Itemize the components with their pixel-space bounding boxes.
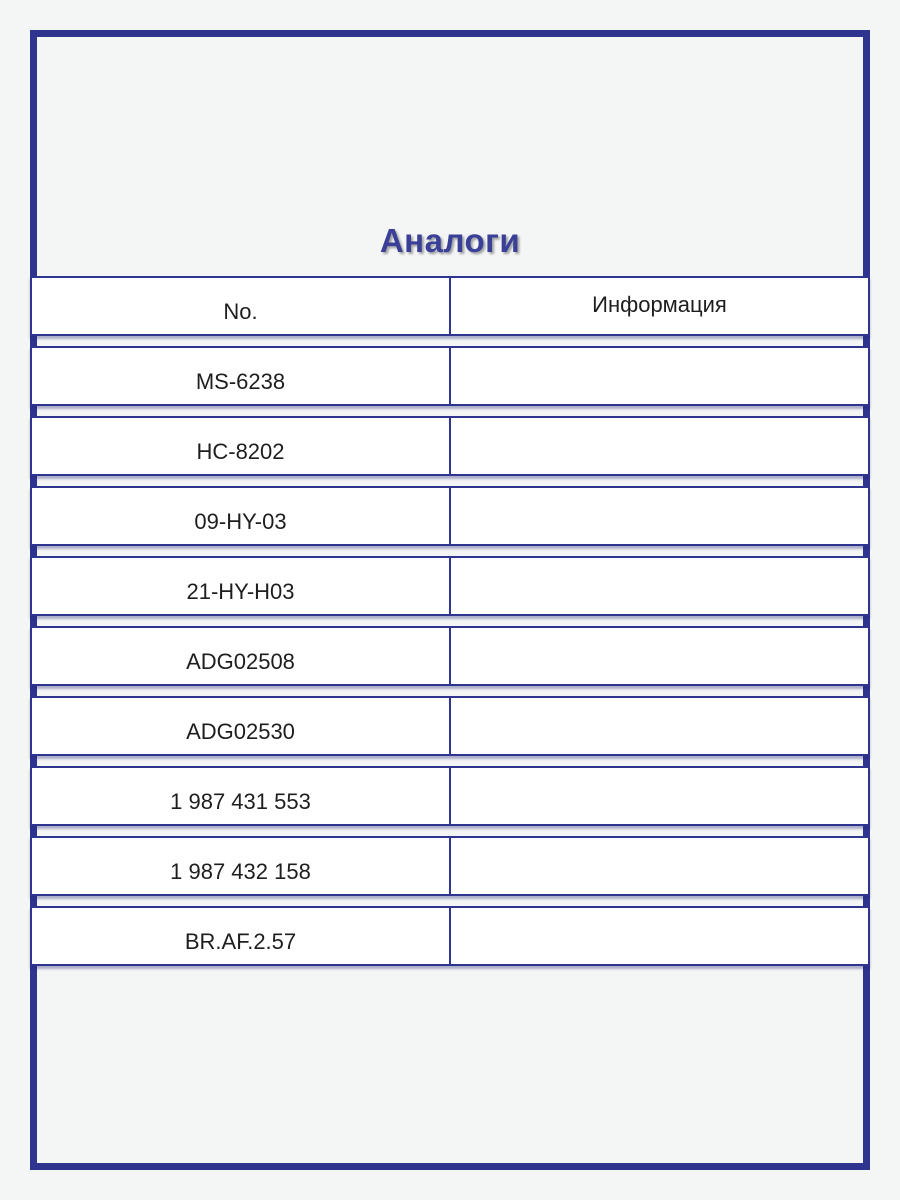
row-info bbox=[451, 698, 868, 754]
row-no: BR.AF.2.57 bbox=[32, 908, 451, 964]
table-header bbox=[30, 276, 870, 336]
row-info bbox=[451, 838, 868, 894]
row-no: MS-6238 bbox=[32, 348, 451, 404]
row-no: 09-HY-03 bbox=[32, 488, 451, 544]
row-no: HC-8202 bbox=[32, 418, 451, 474]
row-info bbox=[451, 908, 868, 964]
header-no: No. bbox=[32, 278, 451, 334]
row-no: ADG02530 bbox=[32, 698, 451, 754]
row-info bbox=[451, 628, 868, 684]
table-row bbox=[30, 486, 870, 546]
table-row bbox=[30, 906, 870, 966]
table-row bbox=[30, 626, 870, 686]
page-title: Аналоги bbox=[379, 222, 521, 259]
row-info bbox=[451, 768, 868, 824]
table-row bbox=[30, 556, 870, 616]
row-info bbox=[451, 348, 868, 404]
row-no: 1 987 431 553 bbox=[32, 768, 451, 824]
row-info bbox=[451, 488, 868, 544]
row-no: 1 987 432 158 bbox=[32, 838, 451, 894]
table-row bbox=[30, 696, 870, 756]
row-info bbox=[451, 418, 868, 474]
row-info bbox=[451, 558, 868, 614]
table-row bbox=[30, 836, 870, 896]
row-no: 21-HY-H03 bbox=[32, 558, 451, 614]
header-info: Информация bbox=[592, 292, 727, 317]
row-no: ADG02508 bbox=[32, 628, 451, 684]
table-row bbox=[30, 416, 870, 476]
table-row bbox=[30, 346, 870, 406]
table-row bbox=[30, 766, 870, 826]
